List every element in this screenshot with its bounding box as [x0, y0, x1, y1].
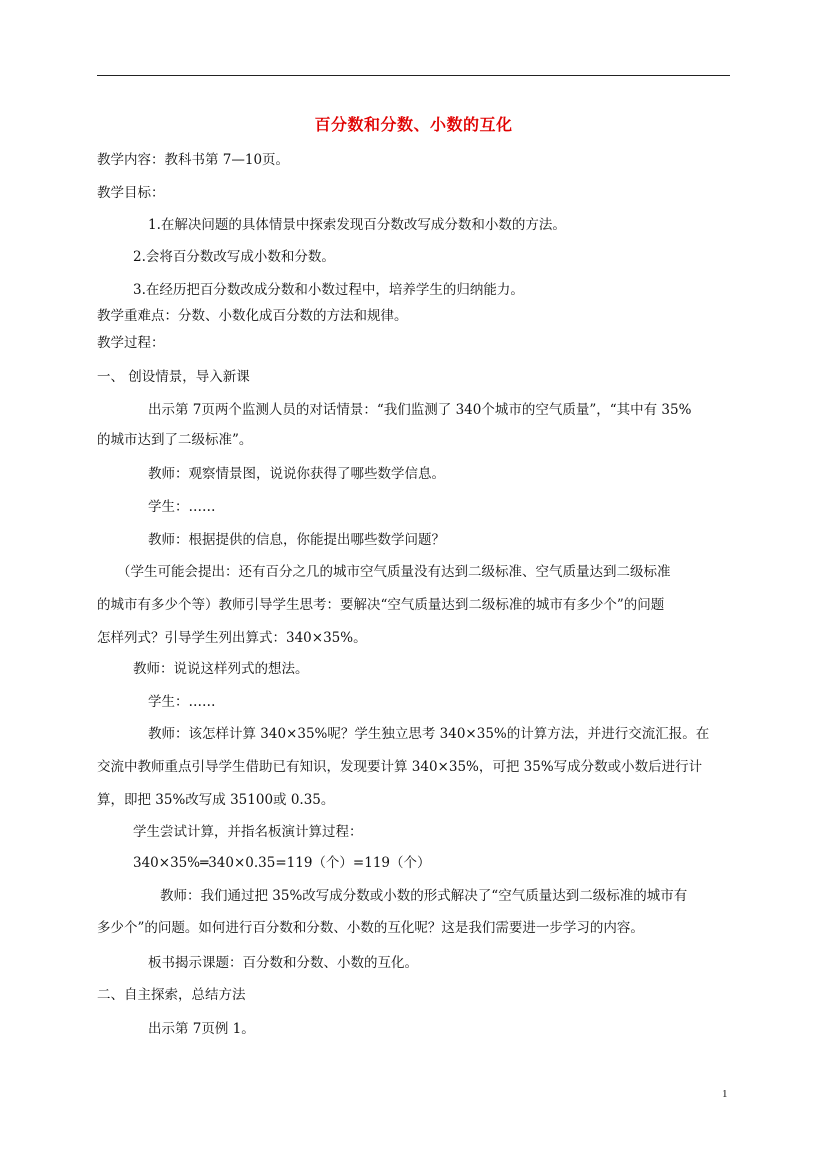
text-line: 的城市有多少个等）教师引导学生思考：要解决“空气质量达到二级标准的城市有多少个”的问题	[97, 597, 665, 613]
header-rule	[97, 75, 730, 76]
text-line: 学生：……	[148, 694, 216, 710]
text-line: 教师：根据提供的信息，你能提出哪些数学问题？	[148, 532, 445, 548]
formula-line: 340×35%═340×0.35=119（个）=119（个）	[133, 855, 431, 871]
text-line: 教师：说说这样列式的想法。	[133, 661, 309, 677]
page-number: 1	[722, 1088, 728, 1100]
document-title: 百分数和分数、小数的互化	[314, 115, 513, 134]
text-line: 交流中教师重点引导学生借助已有知识，发现要计算 340×35%，可把 35%写成分数或小数后进行计	[97, 759, 703, 775]
text-line: 教学重难点：分数、小数化成百分数的方法和规律。	[97, 308, 408, 324]
text-line: 出示第 7页两个监测人员的对话情景：“我们监测了 340个城市的空气质量”，“其中有 35%	[148, 402, 692, 418]
text-line: 教师：我们通过把 35%改写成分数或小数的形式解决了“空气质量达到二级标准的城市有	[160, 888, 688, 904]
text-line: 算，即把 35%改写成 35100或 0.35。	[97, 792, 335, 808]
text-line: 板书揭示课题：百分数和分数、小数的互化。	[148, 955, 418, 971]
text-line: 的城市达到了二级标准”。	[97, 432, 253, 448]
text-line: 学生：……	[148, 499, 216, 515]
text-line: 1.在解决问题的具体情景中探索发现百分数改写成分数和小数的方法。	[148, 217, 566, 233]
text-line: 教学过程：	[97, 335, 165, 351]
text-line: 多少个”的问题。如何进行百分数和分数、小数的互化呢？这是我们需要进一步学习的内容。	[97, 920, 644, 936]
section-heading: 二、自主探索，总结方法	[97, 987, 246, 1003]
text-line: 教师：观察情景图，说说你获得了哪些数学信息。	[148, 466, 445, 482]
text-line: 学生尝试计算，并指名板演计算过程：	[133, 824, 363, 840]
text-line: 教学内容：教科书第 7—10页。	[97, 152, 290, 168]
section-heading: 一、 创设情景，导入新课	[97, 369, 250, 385]
text-line: 3.在经历把百分数改成分数和小数过程中，培养学生的归纳能力。	[133, 282, 524, 298]
text-line: 怎样列式？引导学生列出算式：340×35%。	[97, 630, 367, 646]
text-line: 出示第 7页例 1。	[148, 1021, 255, 1037]
text-line: （学生可能会提出：还有百分之几的城市空气质量没有达到二级标准、空气质量达到二级标准	[117, 564, 671, 580]
text-line: 教师：该怎样计算 340×35%呢？学生独立思考 340×35%的计算方法，并进行交流汇报。在	[148, 726, 710, 742]
text-line: 教学目标：	[97, 185, 165, 201]
text-line: 2.会将百分数改写成小数和分数。	[133, 249, 335, 265]
